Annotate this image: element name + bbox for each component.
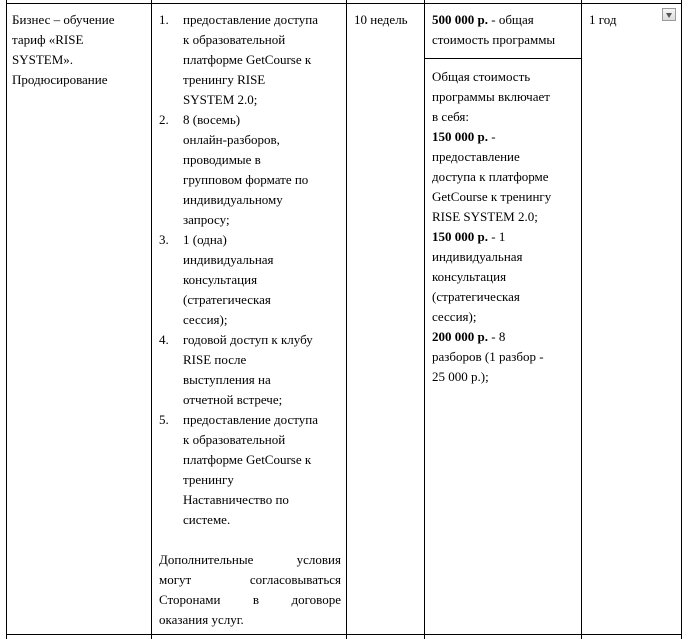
row-divider-bottom: [6, 634, 682, 635]
list-item-text-line: годовой доступ к клубу: [183, 332, 313, 347]
list-item-text-line: онлайн-разборов,: [183, 132, 280, 147]
price-includes-line: в себя:: [432, 109, 469, 124]
list-item-number: 3.: [159, 232, 169, 247]
list-item-text-line: системе.: [183, 512, 231, 527]
table-border-right: [681, 0, 682, 639]
price-includes-line: Общая стоимость: [432, 69, 531, 84]
term-cell: [589, 10, 659, 30]
service-name-line: Бизнес – обучение: [12, 12, 115, 27]
services-list: [159, 10, 341, 530]
price-part-line: 25 000 р.);: [432, 369, 489, 384]
duration-value: 10 недель: [354, 12, 408, 27]
service-list-item: [159, 230, 341, 330]
list-item-text-line: Наставничество по: [183, 492, 289, 507]
list-item-number: 4.: [159, 332, 169, 347]
list-item-text-line: 8 (восемь): [183, 112, 241, 127]
duration-cell: [354, 10, 424, 30]
price-part-text: - 1: [487, 229, 506, 244]
price-part-amount: 150 000 р.: [432, 229, 488, 244]
list-item-text-line: предоставление доступа: [183, 12, 318, 27]
list-item-text-line: сессия);: [183, 312, 228, 327]
list-item-number: 2.: [159, 112, 169, 127]
total-price-text: - общая: [487, 12, 534, 27]
price-cell-divider: [425, 58, 581, 59]
price-part-line: сессия);: [432, 309, 477, 324]
price-breakdown-cell: [432, 67, 578, 387]
column-divider-2: [346, 0, 347, 639]
table-border-top: [6, 3, 682, 4]
additional-conditions-line: Дополнительные условия: [159, 552, 341, 567]
services-list-cell: [159, 10, 341, 630]
list-item-text-line: 1 (одна): [183, 232, 227, 247]
service-name-cell: [12, 10, 148, 90]
list-item-text-line: проводимые в: [183, 152, 261, 167]
price-includes-text: [432, 67, 578, 127]
price-part-line: GetCourse к тренингу: [432, 189, 552, 204]
table-border-left: [6, 0, 7, 639]
price-part-line: (стратегическая: [432, 289, 520, 304]
additional-conditions-line: могут согласовываться: [159, 572, 341, 587]
list-item-text-line: SYSTEM 2.0;: [183, 92, 258, 107]
total-amount: 500 000 р.: [432, 12, 488, 27]
list-item-text-line: платформе GetCourse к: [183, 452, 312, 467]
price-part-header: [432, 327, 578, 347]
list-item-text-line: консультация: [183, 272, 258, 287]
additional-conditions-line: Сторонами в договоре: [159, 592, 341, 607]
price-part-line: RISE SYSTEM 2.0;: [432, 209, 538, 224]
price-part-line: консультация: [432, 269, 507, 284]
list-item-text-line: платформе GetCourse к: [183, 52, 312, 67]
list-item-text-line: отчетной встрече;: [183, 392, 283, 407]
service-list-item: [159, 330, 341, 410]
service-list-item: [159, 410, 341, 530]
list-item-text-line: индивидуальная: [183, 252, 274, 267]
price-includes-line: программы включает: [432, 89, 550, 104]
total-price-line: [432, 10, 578, 30]
column-divider-4: [581, 0, 582, 639]
price-part-amount: 150 000 р.: [432, 129, 488, 144]
price-part-amount: 200 000 р.: [432, 329, 488, 344]
total-price-cell: [432, 10, 578, 50]
list-item-text-line: выступления на: [183, 372, 271, 387]
service-name-line: тариф «RISE: [12, 32, 84, 47]
price-part-line: доступа к платформе: [432, 169, 549, 184]
triangle-down-icon: [666, 13, 672, 18]
list-item-number: 5.: [159, 412, 169, 427]
list-item-text-line: к образовательной: [183, 32, 286, 47]
service-list-item: [159, 110, 341, 230]
list-item-text-line: (стратегическая: [183, 292, 271, 307]
list-item-text-line: групповом формате по: [183, 172, 309, 187]
price-part-header: [432, 127, 578, 147]
price-part-line: индивидуальная: [432, 249, 523, 264]
list-item-text-line: индивидуальному: [183, 192, 283, 207]
price-part-line: предоставление: [432, 149, 520, 164]
service-name-line: SYSTEM».: [12, 52, 74, 67]
list-item-text-line: тренингу RISE: [183, 72, 266, 87]
price-part-text: -: [487, 129, 496, 144]
service-name-line: Продюсирование: [12, 72, 108, 87]
price-part-text: - 8: [487, 329, 506, 344]
column-divider-1: [151, 0, 152, 639]
price-part-header: [432, 227, 578, 247]
price-part-line: разборов (1 разбор -: [432, 349, 544, 364]
service-list-item: [159, 10, 341, 110]
dropdown-button[interactable]: [662, 8, 676, 21]
list-item-text-line: RISE после: [183, 352, 247, 367]
list-item-text-line: запросу;: [183, 212, 230, 227]
list-item-text-line: к образовательной: [183, 432, 286, 447]
term-value: 1 год: [589, 12, 617, 27]
list-item-text-line: тренингу: [183, 472, 234, 487]
additional-conditions-line: оказания услуг.: [159, 612, 244, 627]
column-divider-3: [424, 0, 425, 639]
list-item-number: 1.: [159, 12, 169, 27]
total-price-line: стоимость программы: [432, 32, 556, 47]
list-item-text-line: предоставление доступа: [183, 412, 318, 427]
additional-conditions: [159, 550, 341, 630]
price-parts: [432, 127, 578, 387]
